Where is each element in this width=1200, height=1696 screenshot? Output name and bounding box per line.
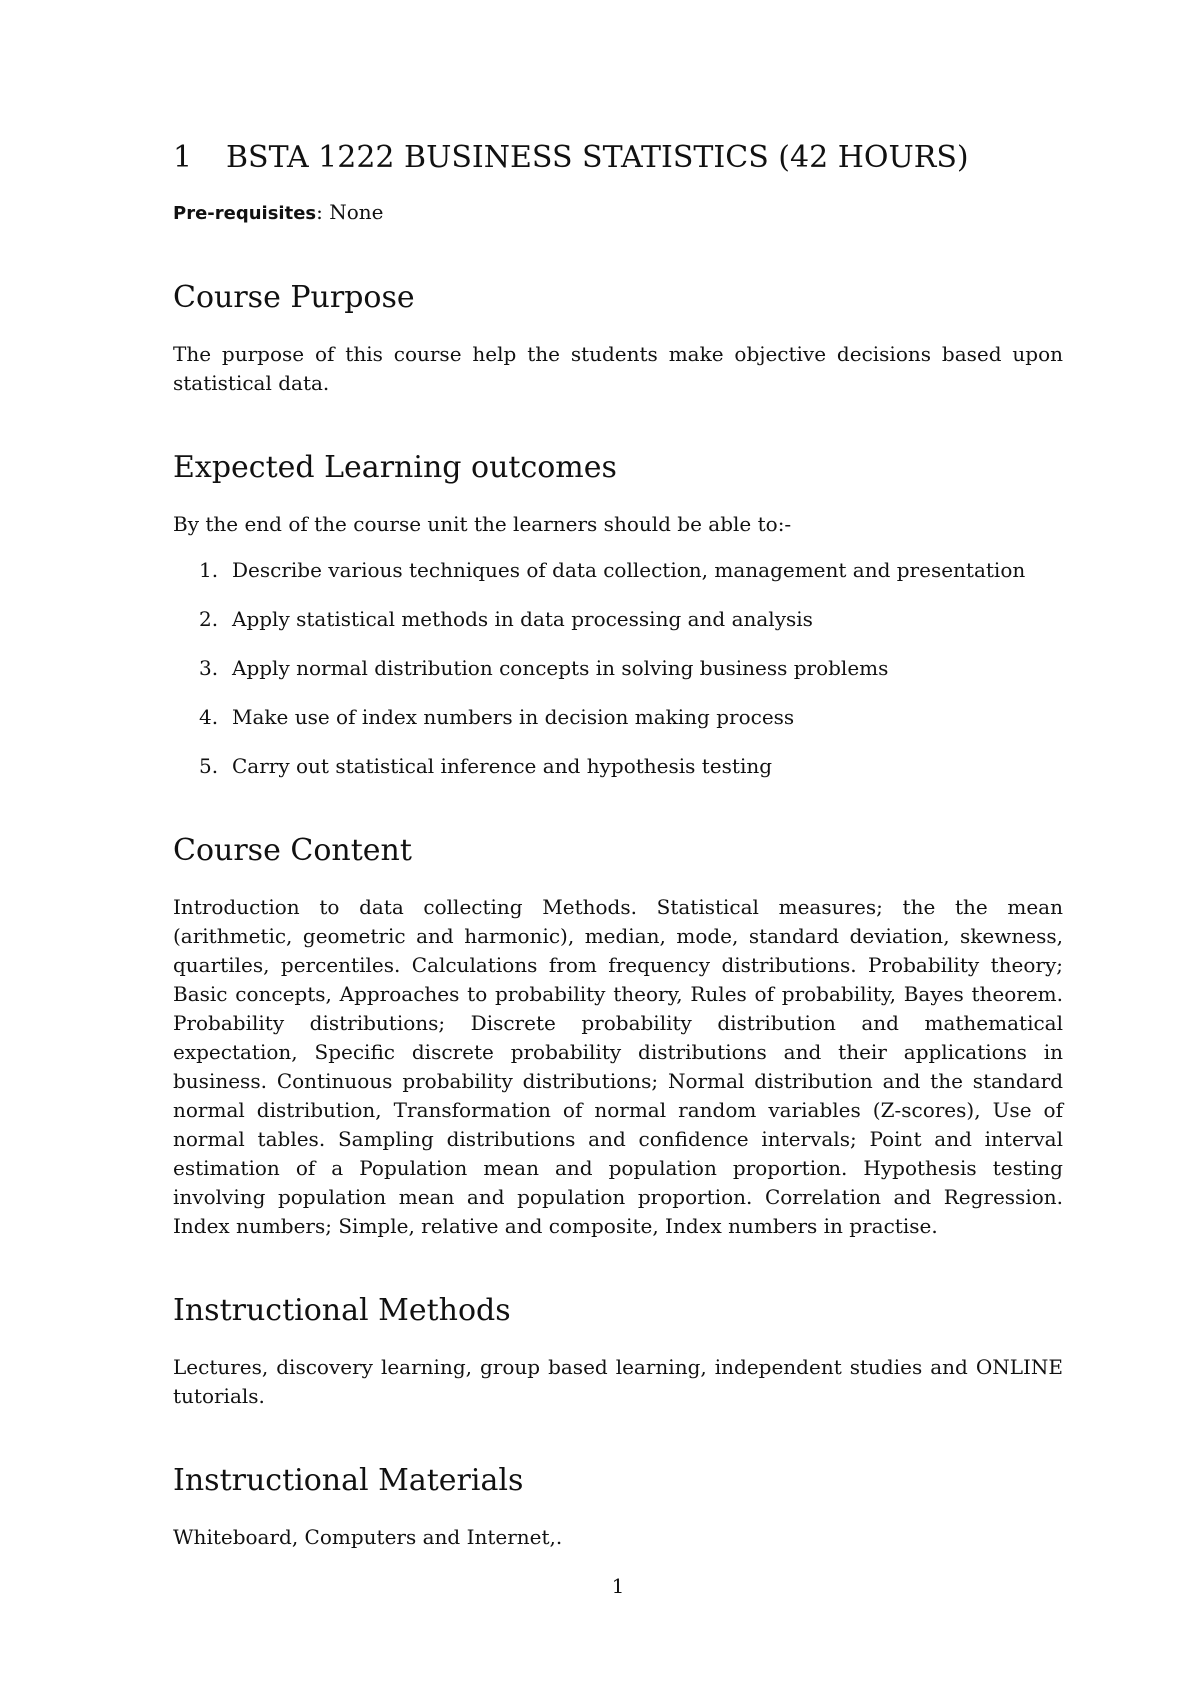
instructional-materials-heading: Instructional Materials <box>173 1463 524 1498</box>
course-content-heading: Course Content <box>173 833 412 868</box>
learning-outcomes-list <box>173 556 1063 781</box>
chapter-title <box>173 138 1063 178</box>
instructional-methods-text: Lectures, discovery learning, group based learning, independent studies and ONLINE tutorials. <box>173 1355 1063 1408</box>
list-item-text: Make use of index numbers in decision making process <box>232 705 795 729</box>
learning-outcomes-heading: Expected Learning outcomes <box>173 450 617 485</box>
list-item-text: Apply statistical methods in data processing and analysis <box>232 607 813 631</box>
course-purpose-heading: Course Purpose <box>173 280 415 315</box>
page-content <box>173 138 1063 1552</box>
page-number: 1 <box>611 1574 625 1598</box>
prerequisites <box>173 198 1063 228</box>
list-item-number: 3. <box>199 656 219 680</box>
list-item-text: Describe various techniques of data collection, management and presentation <box>232 558 1026 582</box>
learning-outcomes-intro: By the end of the course unit the learners should be able to:- <box>173 512 792 536</box>
list-item-text: Carry out statistical inference and hypothesis testing <box>232 754 773 778</box>
list-item-number: 2. <box>199 607 219 631</box>
list-item <box>173 752 1063 781</box>
list-item-number: 5. <box>199 754 219 778</box>
chapter-title-text: BSTA 1222 BUSINESS STATISTICS (42 HOURS) <box>226 140 969 175</box>
list-item <box>173 556 1063 585</box>
list-item-number: 1. <box>199 558 219 582</box>
prerequisites-label: Pre-requisites <box>173 203 317 224</box>
chapter-number: 1 <box>173 140 193 175</box>
list-item <box>173 654 1063 683</box>
instructional-materials-text: Whiteboard, Computers and Internet,. <box>173 1525 563 1549</box>
course-content-text: Introduction to data collecting Methods. Statistical measures; the the mean (arithmetic, geometric and harmonic), median, mode, standard deviation, skewness, quartiles, percentiles. Calculations from frequency distributions. Probability theory; Basic concepts, Approaches to probability theory, Rules of probability, Bayes theorem. Probability distributions; Discrete probability distribution and mathematical expectation, Specific discrete probability distributions and their applications in business. Continuous probability distributions; Normal distribution and the standard normal distribution, Transformation of normal random variables (Z-scores), Use of normal tables. Sampling distributions and confidence intervals; Point and interval estimation of a Population mean and population proportion. Hypothesis testing involving population mean and population proportion. Correlation and Regression. Index numbers; Simple, relative and composite, Index numbers in practise. <box>173 895 1063 1238</box>
list-item-text: Apply normal distribution concepts in solving business problems <box>232 656 889 680</box>
list-item-number: 4. <box>199 705 219 729</box>
list-item <box>173 605 1063 634</box>
instructional-methods-heading: Instructional Methods <box>173 1293 511 1328</box>
list-item <box>173 703 1063 732</box>
prerequisites-value: : None <box>316 200 384 224</box>
course-purpose-text: The purpose of this course help the students make objective decisions based upon statistical data. <box>173 342 1063 395</box>
